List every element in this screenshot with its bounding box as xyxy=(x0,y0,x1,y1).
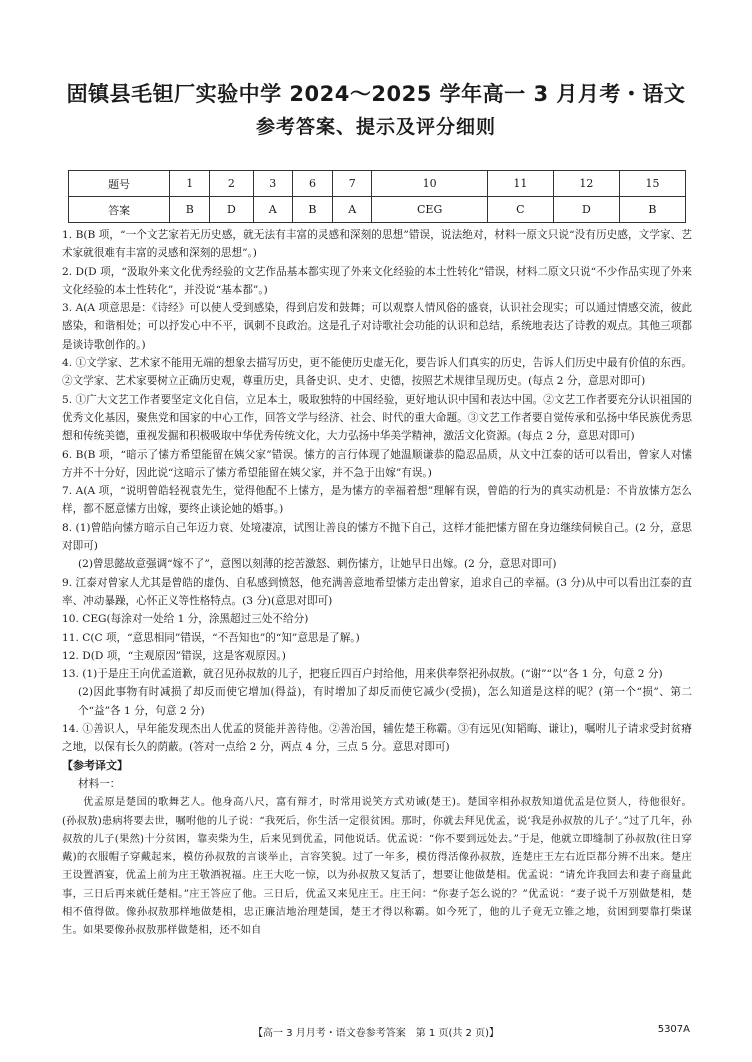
question-number-cell: 12 xyxy=(553,171,619,197)
answer-cell: B xyxy=(292,197,332,223)
answer-table-number-row xyxy=(69,171,686,197)
answer-item: 14. ①善识人，早年能发现杰出人优孟的贤能并善待他。②善治国，辅佐楚王称霸。③有远见(知韬晦、谦让)，嘱咐儿子请求受封贫瘠之地，以保有长久的荫蔽。(答对一点给 2 分，两点 4 分，三点 5 分。意思对即可) xyxy=(62,723,692,754)
answer-cell: A xyxy=(253,197,292,223)
answer-cell: D xyxy=(553,197,619,223)
answer-item: 11. C(C 项，“意思相同”错误，“不吾知也”的“知”意思是了解。) xyxy=(62,631,360,644)
question-number-cell: 11 xyxy=(487,171,553,197)
row-label-answer: 答案 xyxy=(69,197,170,223)
answer-item: (2)因此事物有时减损了却反而使它增加(得益)，有时增加了却反而使它减少(受损)，怎么知道是这样的呢？(第一个“损”、第二个“益”各 1 分，句意 2 分) xyxy=(78,686,692,717)
document-subtitle: 参考答案、提示及评分细则 xyxy=(255,116,496,138)
page-footer: 【高一 3 月月考・语文卷参考答案 第 1 页(共 2 页)】 xyxy=(253,1028,499,1039)
answer-table xyxy=(68,170,686,223)
answer-item: 13. (1)于是庄王向优孟道歉，就召见孙叔敖的儿子，把寝丘四百户封给他，用来供奉祭祀孙叔敖。(“谢”“以”各 1 分，句意 2 分) xyxy=(62,668,663,681)
answer-item: 6. B(B 项，“暗示了愫方希望能留在姨父家”错误。愫方的言行体现了她温顺谦恭的隐忍品质，从文中江泰的话可以看出，曾家人对愫方并不十分好，因此说“这暗示了愫方希望能留在姨父家，并不急于出嫁”有误。) xyxy=(62,448,692,479)
document-title: 固镇县毛钽厂实验中学 2024～2025 学年高一 3 月月考・语文 xyxy=(66,82,686,106)
paper-code: 5307A xyxy=(657,1024,690,1035)
question-number-cell: 3 xyxy=(253,171,292,197)
row-label-number: 题号 xyxy=(69,171,170,197)
question-number-cell: 15 xyxy=(619,171,685,197)
answer-cell: C xyxy=(487,197,553,223)
answer-item: 9. 江泰对曾家人尤其是曾皓的虚伪、自私感到愤怒，他充满善意地希望愫方走出曾家，追求自己的幸福。(3 分)从中可以看出江泰的直率、冲动暴躁，心怀正义等性格特点。(3 分)(意思对即可) xyxy=(62,576,692,607)
answer-cell: A xyxy=(332,197,371,223)
answer-item: 7. A(A 项，“说明曾皓轻视袁先生，觉得他配不上愫方，是为愫方的幸福着想”理解有误，曾皓的行为的真实动机是：不肯放愫方怎么样，都不愿意愫方出嫁，要终止谈论她的婚事。) xyxy=(62,485,692,516)
translation-subheading: 材料一： xyxy=(78,777,121,790)
answer-item: 4. ①文学家、艺术家不能用无端的想象去描写历史，更不能使历史虚无化，要告诉人们真实的历史，告诉人们历史中最有价值的东西。②文学家、艺术家要树立正确历史观，尊重历史，具备史识、史才、史德，按照艺术规律呈现历史。(每点 2 分，意思对即可) xyxy=(62,357,692,388)
answer-item: 10. CEG(每涂对一处给 1 分，涂黑超过三处不给分) xyxy=(62,613,309,626)
translation-paragraph: 优孟原是楚国的歌舞艺人。他身高八尺，富有辩才，时常用说笑方式劝诫(楚王)。楚国宰相孙叔敖知道优孟是位贤人，待他很好。(孙叔敖)患病将要去世，嘱咐他的儿子说：“我死后，你生活一定很贫困。那时，你就去拜见优孟，说‘我是孙叔敖的儿子’。”过了几年，孙叔敖的儿子(果然)十分贫困，靠卖柴为生，后来见到优孟，同他说话。优孟说：“你不要到远处去。”于是，他就立即缝制了孙叔敖(往日穿戴)的衣服帽子穿戴起来，模仿孙叔敖的言谈举止，言容笑貌。过了一年多，模仿得活像孙叔敖，连楚庄王左右近臣都分辨不出来。楚庄王设置酒宴，优孟上前为庄王敬酒祝福。庄王大吃一惊，以为孙叔敖又复活了，想要让他做楚相。优孟说：“请允许我回去和妻子商量此事，三日后再来就任楚相。”庄王答应了他。三日后，优孟又来见庄王。庄王问：“你妻子怎么说的？”优孟说：“妻子说千万别做楚相，楚相不值得做。像孙叔敖那样地做楚相，忠正廉洁地治理楚国，楚王才得以称霸。如今死了，他的儿子竟无立锥之地，贫困到要靠打柴谋生。如果要像孙叔敖那样做楚相，还不如自 xyxy=(62,796,692,937)
question-number-cell: 6 xyxy=(292,171,332,197)
question-number-cell: 7 xyxy=(332,171,371,197)
answer-cell: D xyxy=(210,197,253,223)
answer-item: 3. A(A 项意思是：《诗经》可以使人受到感染，得到启发和鼓舞；可以观察人情风俗的盛衰，认识社会现实；可以通过情感交流，彼此感染，和谐相处；可以抒发心中不平，讽刺不良政治。这是孔子对诗歌社会功能的认识和总结，系统地表达了诗教的观点。其他三项都是谈诗歌创作的。) xyxy=(62,302,692,351)
answer-item: (2)曾思懿故意强调“嫁不了”，意图以刻薄的挖苦激怒、刺伤愫方，让她早日出嫁。(2 分，意思对即可) xyxy=(78,558,557,571)
answer-item: 1. B(B 项，“一个文艺家若无历史感，就无法有丰富的灵感和深刻的思想”错误，说法绝对，材料一原文只说“没有历史感，文学家、艺术家就很难有丰富的灵感和深刻的思想”。) xyxy=(62,229,692,260)
answer-cell: B xyxy=(170,197,210,223)
translation-heading: 【参考译文】 xyxy=(62,758,128,772)
answer-item: 8. (1)曾皓向愫方暗示自己年迈力衰、处境凄凉，试图让善良的愫方不抛下自己，这样才能把愫方留在身边继续伺候自己。(2 分，意思对即可) xyxy=(62,521,692,553)
answer-cell: CEG xyxy=(372,197,487,223)
answer-item: 12. D(D 项，“主观原因”错误，这是客观原因。) xyxy=(62,649,286,662)
answer-cell: B xyxy=(619,197,685,223)
answer-table-answer-row xyxy=(69,197,686,223)
question-number-cell: 1 xyxy=(170,171,210,197)
question-number-cell: 2 xyxy=(210,171,253,197)
answer-item: 2. D(D 项，“汲取外来文化优秀经验的文艺作品基本都实现了外来文化经验的本土性转化”错误，材料二原文只说“不少作品实现了外来文化经验的本土性转化”，并没说“基本都”。) xyxy=(62,265,692,296)
answer-item: 5. ①广大文艺工作者要坚定文化自信，立足本土，吸取独特的中国经验，更好地认识中国和表达中国。②文艺工作者要充分认识祖国的优秀文化基因，聚焦党和国家的中心工作，回答文学与经济、社会、时代的重大命题。③文艺工作者要自觉传承和弘扬中华民族优秀思想和传统美德，重视发掘和积极吸取中华优秀传统文化，大力弘扬中华美学精神，激活文化资源。(每点 2 分，意思对即可) xyxy=(62,393,692,443)
answer-explanations xyxy=(62,226,692,940)
question-number-cell: 10 xyxy=(372,171,487,197)
